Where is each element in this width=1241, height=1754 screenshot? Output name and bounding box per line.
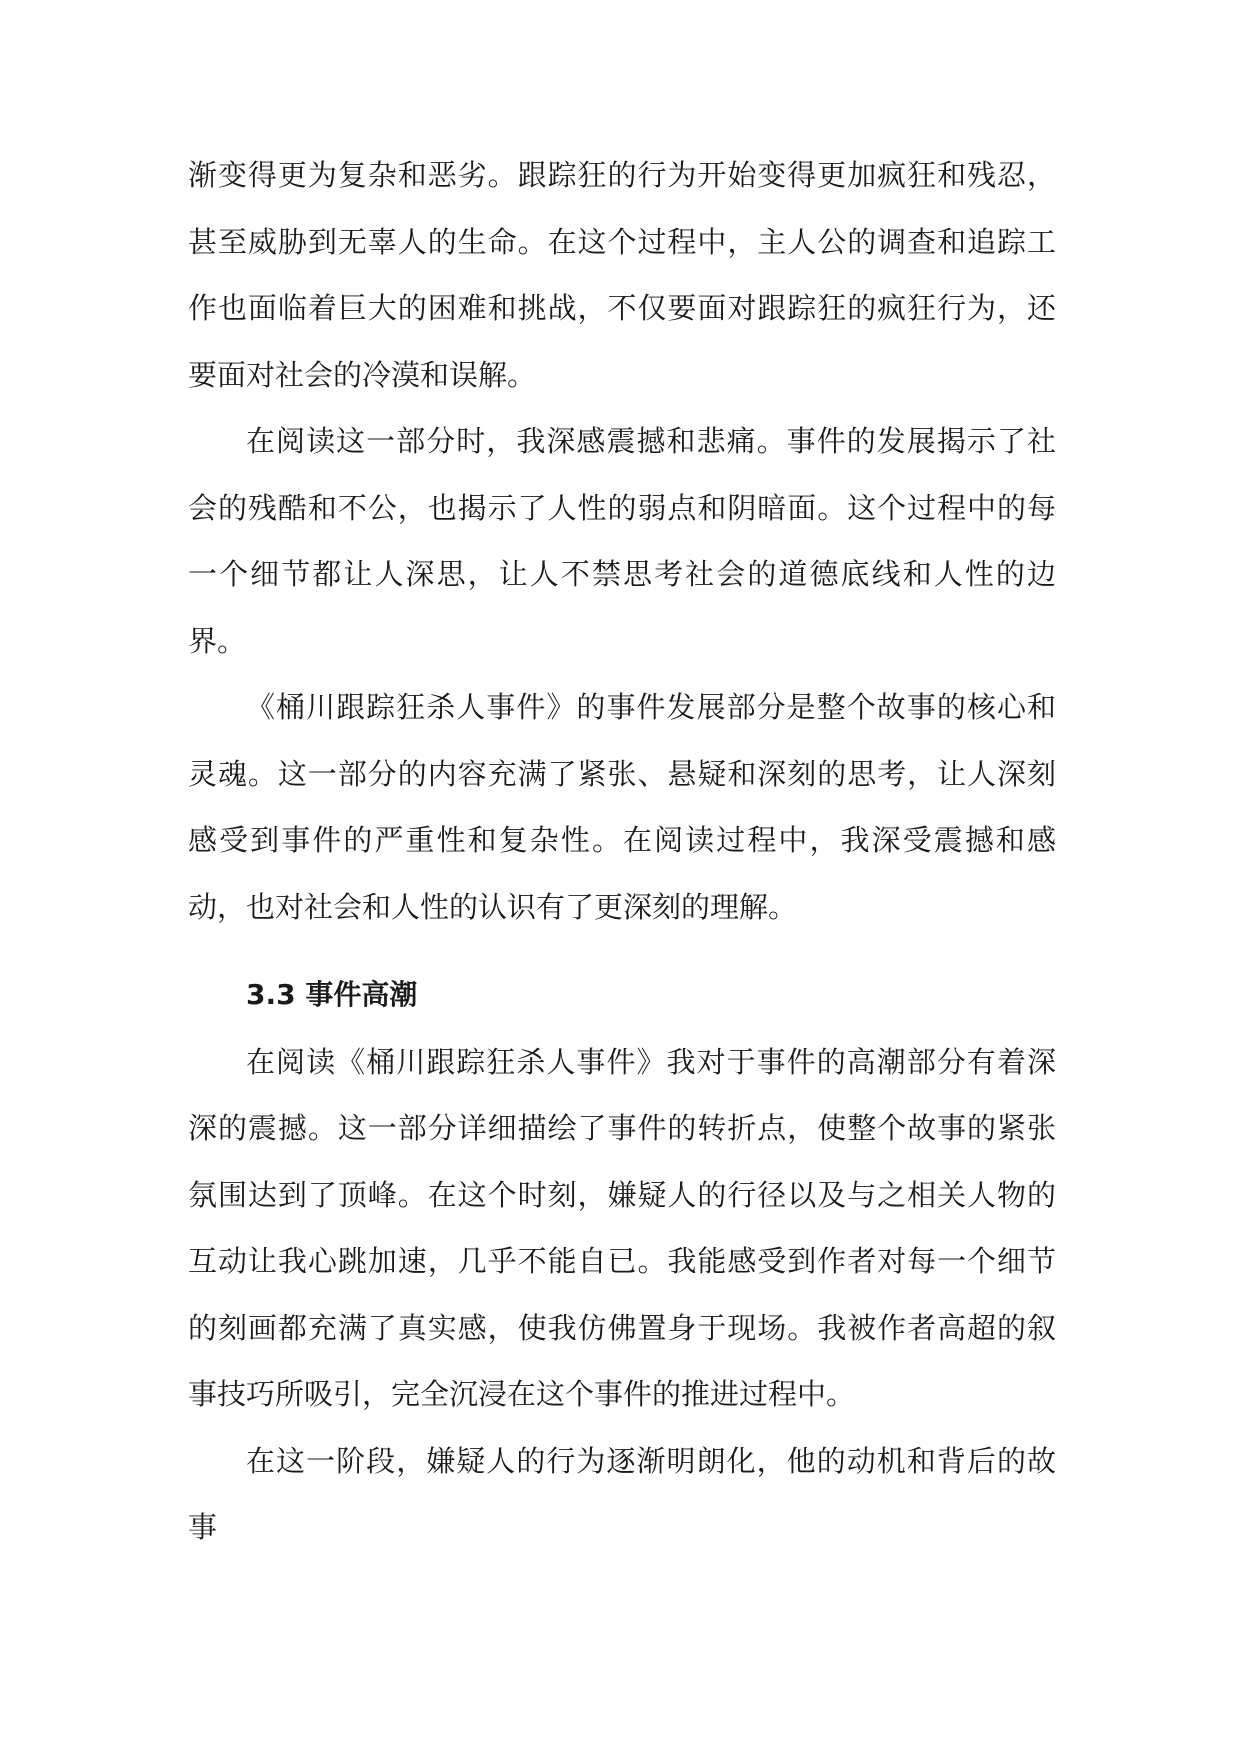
document-body xyxy=(188,142,1056,1561)
section-heading: 3.3 事件高潮 xyxy=(246,978,418,1011)
paragraph-climax-impression: 在阅读《桶川跟踪狂杀人事件》我对于事件的高潮部分有着深深的震撼。这一部分详细描绘了事件的转折点，使整个故事的紧张氛围达到了顶峰。在这个时刻，嫌疑人的行径以及与之相关人物的互动让我心跳加速，几乎不能自已。我能感受到作者对每一个细节的刻画都充满了真实感，使我仿佛置身于现场。我被作者高超的叙事技巧所吸引，完全沉浸在这个事件的推进过程中。 xyxy=(188,1044,1056,1411)
paragraph-continuation: 渐变得更为复杂和恶劣。跟踪狂的行为开始变得更加疯狂和残忍，甚至威胁到无辜人的生命。在这个过程中，主人公的调查和追踪工作也面临着巨大的困难和挑战，不仅要面对跟踪狂的疯狂行为，还要面对社会的冷漠和误解。 xyxy=(188,158,1056,392)
paragraph-development-summary: 《桶川跟踪狂杀人事件》的事件发展部分是整个故事的核心和灵魂。这一部分的内容充满了紧张、悬疑和深刻的思考，让人深刻感受到事件的严重性和复杂性。在阅读过程中，我深受震撼和感动，也对社会和人性的认识有了更深刻的理解。 xyxy=(188,690,1056,924)
paragraph-climax-stage: 在这一阶段，嫌疑人的行为逐渐明朗化，他的动机和背后的故事 xyxy=(188,1443,1056,1544)
paragraph-reading-reflection: 在阅读这一部分时，我深感震撼和悲痛。事件的发展揭示了社会的残酷和不公，也揭示了人性的弱点和阴暗面。这个过程中的每一个细节都让人深思，让人不禁思考社会的道德底线和人性的边界。 xyxy=(188,424,1056,658)
